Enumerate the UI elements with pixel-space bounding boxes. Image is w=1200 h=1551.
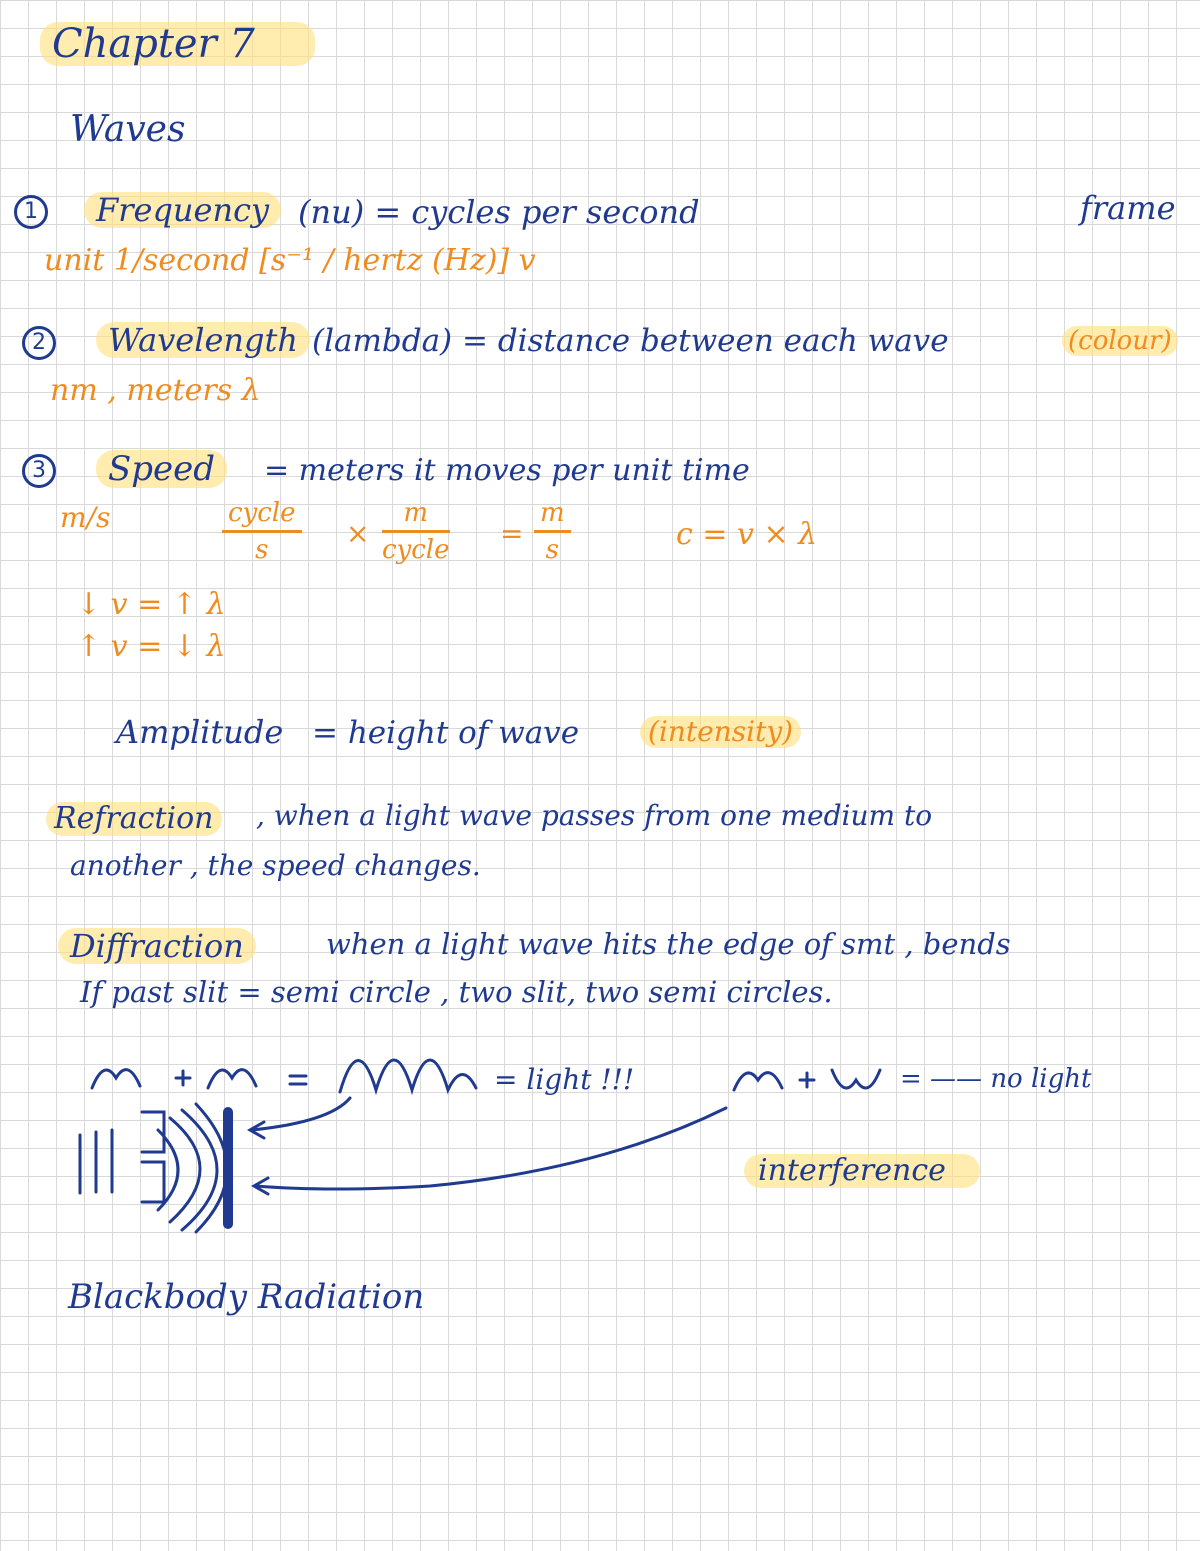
refraction-term: Refraction — [46, 802, 222, 836]
diffraction-line-1: when a light wave hits the edge of smt , bends — [326, 927, 1011, 961]
combined-wave — [340, 1060, 476, 1092]
speed-definition: = meters it moves per unit time — [264, 453, 750, 488]
item-number-3: 3 — [22, 454, 56, 488]
wavelength-note: (colour) — [1062, 326, 1178, 356]
amplitude-definition: = height of wave — [312, 715, 580, 751]
wavelength-definition: (lambda) = distance between each wave — [312, 323, 949, 359]
fraction-denominator: s — [255, 535, 269, 565]
relation-line-1: ↓ v = ↑ λ — [76, 587, 226, 622]
page-title: Chapter 7 — [40, 22, 315, 66]
refraction-line-2: another , the speed changes. — [70, 849, 481, 882]
diffraction-term: Diffraction — [58, 928, 256, 964]
corner-note: frame — [1080, 189, 1176, 227]
plus-sign-2 — [800, 1073, 814, 1087]
fraction-denominator: cycle — [382, 535, 450, 565]
equals-sign: = — [500, 517, 524, 550]
plus-sign-1 — [176, 1071, 190, 1085]
relation-line-2: ↑ v = ↓ λ — [76, 629, 226, 664]
times-sign: × — [346, 517, 370, 550]
diffraction-arcs — [158, 1104, 227, 1232]
arrow-to-bright — [252, 1098, 350, 1130]
diffraction-line-2: If past slit = semi circle , two slit, two semi circles. — [80, 975, 833, 1009]
equals-sign-1 — [290, 1076, 306, 1084]
item-number-2: 2 — [22, 326, 56, 360]
speed-unit: m/s — [60, 501, 111, 534]
wave-crest-3 — [734, 1073, 782, 1090]
wavelength-term: Wavelength — [96, 322, 310, 358]
amplitude-term: Amplitude — [116, 713, 284, 751]
arrow-to-dark — [256, 1108, 726, 1189]
refraction-line-1: , when a light wave passes from one medium to — [256, 799, 933, 832]
interference-label: interference — [744, 1154, 980, 1188]
speed-formula: c = v × λ — [676, 517, 818, 552]
fraction-numerator: cycle — [222, 498, 302, 533]
frequency-unit-line: unit 1/second [s⁻¹ / hertz (Hz)] v — [44, 243, 536, 278]
equals-no-light-text: = —— no light — [900, 1064, 1092, 1094]
incoming-waves — [80, 1130, 112, 1193]
wave-crest-1 — [92, 1070, 140, 1088]
equals-light-text: = light !!! — [494, 1063, 635, 1096]
frequency-term: Frequency — [84, 192, 281, 228]
slit-barrier — [142, 1112, 164, 1202]
wave-crest-2 — [208, 1070, 256, 1088]
wave-trough — [832, 1070, 880, 1088]
subtitle: Waves — [70, 109, 186, 150]
fraction-numerator: m — [534, 498, 571, 533]
item-number-1: 1 — [14, 195, 48, 229]
fraction-numerator: m — [382, 498, 450, 533]
amplitude-note: (intensity) — [640, 716, 801, 748]
frequency-definition: (nu) = cycles per second — [298, 193, 700, 231]
speed-term: Speed — [96, 450, 227, 488]
fraction-denominator: s — [545, 535, 559, 565]
blackbody-heading: Blackbody Radiation — [68, 1277, 425, 1317]
wavelength-unit-line: nm , meters λ — [50, 373, 261, 408]
